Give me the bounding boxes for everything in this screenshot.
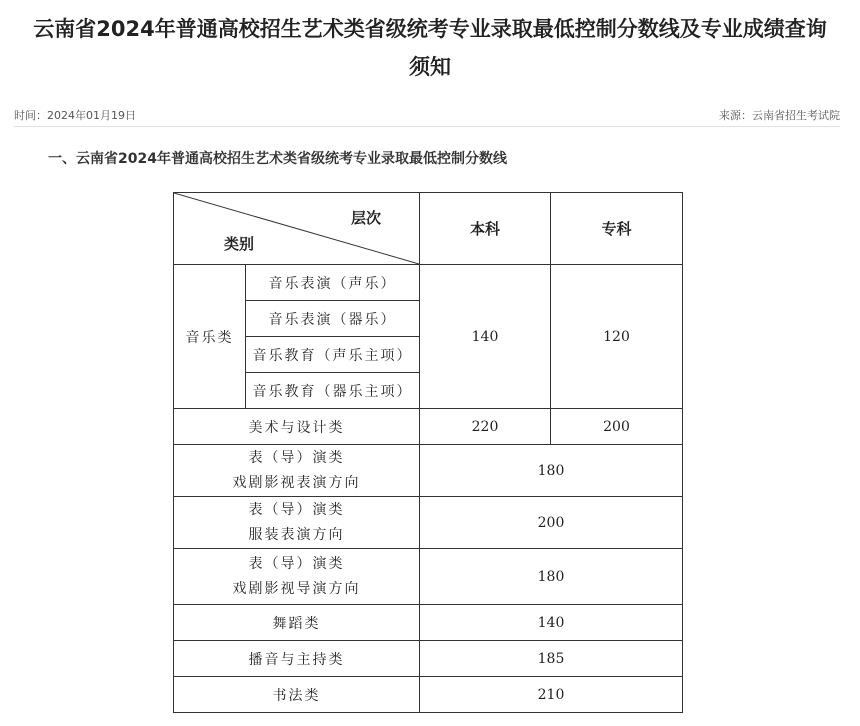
page-title — [0, 10, 860, 86]
section-heading: 一、云南省2024年普通高校招生艺术类省级统考专业录取最低控制分数线 — [48, 151, 507, 167]
category-cell — [174, 497, 420, 549]
table-header-row — [174, 193, 683, 265]
category-cell: 播音与主持类 — [174, 641, 420, 677]
music-benke-score: 140 — [420, 265, 551, 409]
score-cell: 180 — [420, 445, 683, 497]
score-cell: 210 — [420, 677, 683, 713]
score-cell: 180 — [420, 549, 683, 605]
category-cell — [174, 549, 420, 605]
art-zhuanke-score: 200 — [551, 409, 683, 445]
music-category: 音乐类 — [174, 265, 246, 409]
music-sub-4: 音乐教育（器乐主项） — [246, 373, 420, 409]
music-sub-3: 音乐教育（声乐主项） — [246, 337, 420, 373]
category-line-2: 戏剧影视导演方向 — [232, 580, 361, 597]
category-line-2: 戏剧影视表演方向 — [232, 474, 361, 491]
music-zhuanke-score: 120 — [551, 265, 683, 409]
table-row — [174, 409, 683, 445]
table-row — [174, 445, 683, 497]
article-meta — [14, 104, 840, 127]
category-line-2: 服装表演方向 — [248, 526, 345, 543]
diagonal-line — [174, 193, 419, 264]
score-table — [173, 192, 683, 713]
score-cell: 140 — [420, 605, 683, 641]
header-zhuanke: 专科 — [551, 193, 683, 265]
header-level: 层次 — [350, 209, 381, 227]
table-row — [174, 497, 683, 549]
header-benke: 本科 — [420, 193, 551, 265]
category-cell — [174, 445, 420, 497]
table-row — [174, 677, 683, 713]
table-row — [174, 641, 683, 677]
title-line-1: 云南省2024年普通高校招生艺术类省级统考专业录取最低控制分数线及专业成绩查询 — [33, 17, 827, 41]
score-cell: 185 — [420, 641, 683, 677]
music-sub-1: 音乐表演（声乐） — [246, 265, 420, 301]
table-row — [174, 549, 683, 605]
category-line-1: 表（导）演类 — [248, 501, 345, 518]
diagonal-header-cell — [174, 193, 420, 265]
music-sub-2: 音乐表演（器乐） — [246, 301, 420, 337]
category-line-1: 表（导）演类 — [248, 449, 345, 466]
table-row — [174, 605, 683, 641]
table-row — [174, 265, 683, 301]
art-benke-score: 220 — [420, 409, 551, 445]
header-category: 类别 — [224, 235, 255, 253]
category-cell: 舞蹈类 — [174, 605, 420, 641]
publish-time: 时间：2024年01月19日 — [14, 109, 136, 122]
art-category: 美术与设计类 — [174, 409, 420, 445]
score-cell: 200 — [420, 497, 683, 549]
article-source: 来源：云南省招生考试院 — [719, 109, 840, 122]
title-line-2: 须知 — [409, 55, 451, 79]
category-line-1: 表（导）演类 — [248, 555, 345, 572]
category-cell: 书法类 — [174, 677, 420, 713]
